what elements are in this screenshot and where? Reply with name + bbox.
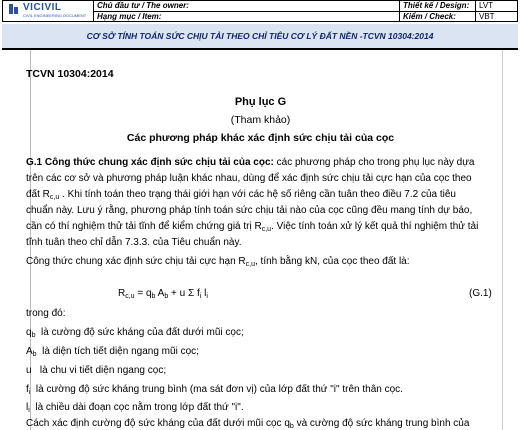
definition-item: $q_b$ là cường độ sức kháng của đất dưới mũi cọc;	[26, 327, 244, 339]
paragraph-line: cần có thí nghiệm thử tải tĩnh để kiểm chứng giá trị $R_{c,u}$. Việc tính toán xử lý kết quả thí nghiệm thử tải	[26, 221, 479, 233]
appendix-ref: (Tham khảo)	[230, 114, 291, 126]
definition-item: $f_i$ là cường độ sức kháng trung bình (ma sát đơn vị) của lớp đất thứ "i" trên thân cọc.	[26, 384, 403, 396]
check-value: VBT	[479, 12, 495, 21]
design-value: LVT	[479, 1, 494, 10]
header-row-1	[93, 1, 517, 11]
logo-mark-icon	[9, 4, 19, 14]
standard-code: TCVN 10304:2014	[26, 68, 114, 80]
formula-number: (G.1)	[469, 288, 492, 299]
paragraph-line: G.1 Công thức chung xác định sức chịu tải của cọc: các phương pháp cho trong phụ lục này dựa	[26, 157, 475, 168]
section-heading: G.1 Công thức chung xác định sức chịu tải của cọc:	[26, 157, 274, 168]
appendix-subtitle: Các phương pháp khác xác định sức chịu tải của cọc	[126, 132, 395, 144]
paragraph-line: Cách xác định cường độ sức kháng của đất dưới mũi cọc $q_b$ và cường độ sức kháng trung bình của	[26, 418, 470, 430]
check-label: Kiểm / Check:	[403, 12, 456, 21]
header-col-line	[475, 1, 476, 21]
logo-name: VICIVIL	[23, 2, 62, 13]
paragraph-line: tĩnh tuân theo chỉ dẫn 7.3.3. của Tiêu chuẩn này.	[26, 237, 242, 248]
paragraph-line: Công thức chung xác định sức chịu tải cực hạn $R_{c,u}$, tính bằng kN, của cọc theo đất là:	[26, 256, 410, 268]
logo-tagline: CIVIL ENGINEERING DOCUMENT	[23, 13, 87, 18]
item-label: Hạng mục / Item:	[97, 12, 162, 21]
definition-item: u là chu vi tiết diện ngang cọc;	[26, 365, 167, 376]
paragraph-line: chuẩn này. Lưu ý rằng, phương pháp tính toán sức chịu tải nào của cọc cũng đều mang tính dự báo,	[26, 205, 473, 216]
where-label: trong đó:	[26, 308, 66, 319]
logo	[3, 1, 94, 21]
design-label: Thiết kế / Design:	[403, 1, 470, 10]
paragraph-line: đất $R_{c,u}$ . Khi tính toán theo trạng thái giới hạn với các hệ số riêng cần tuân theo điều 7.2 của tiêu	[26, 189, 456, 201]
header-col-line	[399, 1, 400, 21]
paragraph-line: trên các cơ sở và phương pháp luận khác nhau, dùng để xác định sức chịu tải cực hạn của cọc theo	[26, 173, 472, 184]
header-row-2	[93, 12, 517, 22]
banner-title: CƠ SỞ TÍNH TOÁN SỨC CHỊU TẢI THEO CHỈ TIÊU CƠ LÝ ĐẤT NỀN -TCVN 10304:2014	[2, 24, 518, 50]
formula: $R_{c,u} = q_b$ $A_b + u$ Σ $f_i$ $l_i$	[118, 288, 208, 300]
title-block	[2, 0, 518, 22]
appendix-title: Phụ lục G	[234, 96, 287, 108]
owner-label: Chủ đầu tư / The owner:	[97, 1, 189, 10]
definition-item: $A_b$ là diện tích tiết diện ngang mũi cọc;	[26, 346, 199, 358]
definition-item: $l_i$ là chiều dài đoạn cọc nằm trong lớp đất thứ "i".	[26, 402, 244, 414]
